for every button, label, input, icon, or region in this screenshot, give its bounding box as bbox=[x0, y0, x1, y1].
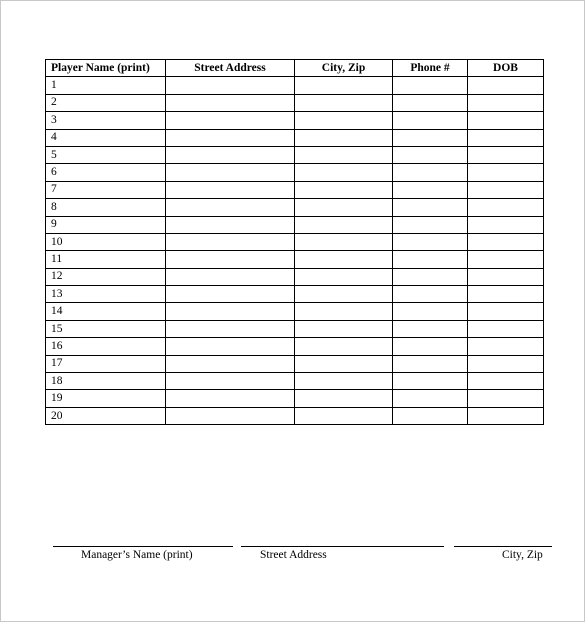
manager-name-line bbox=[53, 546, 233, 547]
phone-cell[interactable] bbox=[393, 233, 468, 250]
city-zip-cell[interactable] bbox=[295, 303, 393, 320]
street-address-cell[interactable] bbox=[166, 112, 295, 129]
street-address-cell[interactable] bbox=[166, 303, 295, 320]
dob-cell[interactable] bbox=[468, 164, 544, 181]
player-name-cell[interactable]: 16 bbox=[46, 338, 166, 355]
dob-cell[interactable] bbox=[468, 216, 544, 233]
street-address-cell[interactable] bbox=[166, 320, 295, 337]
table-row bbox=[46, 77, 544, 94]
table-row bbox=[46, 303, 544, 320]
phone-cell[interactable] bbox=[393, 129, 468, 146]
city-zip-cell[interactable] bbox=[295, 77, 393, 94]
phone-cell[interactable] bbox=[393, 146, 468, 163]
phone-cell[interactable] bbox=[393, 320, 468, 337]
table-row bbox=[46, 94, 544, 111]
city-zip-cell[interactable] bbox=[295, 355, 393, 372]
phone-cell[interactable] bbox=[393, 181, 468, 198]
dob-cell[interactable] bbox=[468, 129, 544, 146]
street-address-cell[interactable] bbox=[166, 233, 295, 250]
dob-cell[interactable] bbox=[468, 286, 544, 303]
dob-cell[interactable] bbox=[468, 146, 544, 163]
street-address-cell[interactable] bbox=[166, 251, 295, 268]
dob-cell[interactable] bbox=[468, 77, 544, 94]
phone-cell[interactable] bbox=[393, 303, 468, 320]
player-name-cell[interactable]: 5 bbox=[46, 146, 166, 163]
street-address-cell[interactable] bbox=[166, 373, 295, 390]
street-address-line bbox=[241, 546, 444, 547]
city-zip-cell[interactable] bbox=[295, 390, 393, 407]
street-address-cell[interactable] bbox=[166, 338, 295, 355]
table-row bbox=[46, 233, 544, 250]
dob-cell[interactable] bbox=[468, 338, 544, 355]
player-name-cell[interactable]: 18 bbox=[46, 373, 166, 390]
header-player-name: Player Name (print) bbox=[46, 60, 166, 77]
table-row bbox=[46, 320, 544, 337]
phone-cell[interactable] bbox=[393, 164, 468, 181]
player-name-cell[interactable]: 8 bbox=[46, 199, 166, 216]
phone-cell[interactable] bbox=[393, 355, 468, 372]
street-address-cell[interactable] bbox=[166, 164, 295, 181]
dob-cell[interactable] bbox=[468, 407, 544, 424]
dob-cell[interactable] bbox=[468, 320, 544, 337]
player-name-cell[interactable]: 7 bbox=[46, 181, 166, 198]
street-address-cell[interactable] bbox=[166, 199, 295, 216]
table-row bbox=[46, 407, 544, 424]
street-address-cell[interactable] bbox=[166, 129, 295, 146]
roster-table bbox=[45, 59, 544, 425]
manager-name-label: Manager’s Name (print) bbox=[81, 549, 193, 561]
phone-cell[interactable] bbox=[393, 373, 468, 390]
table-row bbox=[46, 216, 544, 233]
table-header-row bbox=[46, 60, 544, 77]
player-name-cell[interactable]: 6 bbox=[46, 164, 166, 181]
city-zip-cell[interactable] bbox=[295, 199, 393, 216]
phone-cell[interactable] bbox=[393, 338, 468, 355]
street-address-label: Street Address bbox=[260, 549, 327, 561]
table-row bbox=[46, 251, 544, 268]
dob-cell[interactable] bbox=[468, 268, 544, 285]
dob-cell[interactable] bbox=[468, 199, 544, 216]
phone-cell[interactable] bbox=[393, 390, 468, 407]
dob-cell[interactable] bbox=[468, 355, 544, 372]
phone-cell[interactable] bbox=[393, 251, 468, 268]
city-zip-cell[interactable] bbox=[295, 320, 393, 337]
header-dob: DOB bbox=[468, 60, 544, 77]
table-row bbox=[46, 390, 544, 407]
player-name-cell[interactable]: 11 bbox=[46, 251, 166, 268]
city-zip-cell[interactable] bbox=[295, 146, 393, 163]
city-zip-cell[interactable] bbox=[295, 373, 393, 390]
city-zip-cell[interactable] bbox=[295, 164, 393, 181]
player-name-cell[interactable]: 19 bbox=[46, 390, 166, 407]
player-name-cell[interactable]: 17 bbox=[46, 355, 166, 372]
street-address-cell[interactable] bbox=[166, 146, 295, 163]
phone-cell[interactable] bbox=[393, 77, 468, 94]
dob-cell[interactable] bbox=[468, 303, 544, 320]
phone-cell[interactable] bbox=[393, 216, 468, 233]
city-zip-cell[interactable] bbox=[295, 338, 393, 355]
city-zip-cell[interactable] bbox=[295, 251, 393, 268]
city-zip-cell[interactable] bbox=[295, 112, 393, 129]
player-name-cell[interactable]: 15 bbox=[46, 320, 166, 337]
street-address-cell[interactable] bbox=[166, 181, 295, 198]
table-row bbox=[46, 286, 544, 303]
player-name-cell[interactable]: 3 bbox=[46, 112, 166, 129]
phone-cell[interactable] bbox=[393, 268, 468, 285]
player-name-cell[interactable]: 12 bbox=[46, 268, 166, 285]
table-row bbox=[46, 164, 544, 181]
player-name-cell[interactable]: 1 bbox=[46, 77, 166, 94]
player-name-cell[interactable]: 10 bbox=[46, 233, 166, 250]
roster-table-body bbox=[46, 77, 544, 425]
city-zip-cell[interactable] bbox=[295, 94, 393, 111]
player-name-cell[interactable]: 9 bbox=[46, 216, 166, 233]
table-row bbox=[46, 129, 544, 146]
street-address-cell[interactable] bbox=[166, 355, 295, 372]
dob-cell[interactable] bbox=[468, 94, 544, 111]
table-row bbox=[46, 268, 544, 285]
city-zip-cell[interactable] bbox=[295, 233, 393, 250]
street-address-cell[interactable] bbox=[166, 216, 295, 233]
header-phone: Phone # bbox=[393, 60, 468, 77]
city-zip-cell[interactable] bbox=[295, 181, 393, 198]
player-name-cell[interactable]: 13 bbox=[46, 286, 166, 303]
table-row bbox=[46, 355, 544, 372]
phone-cell[interactable] bbox=[393, 199, 468, 216]
street-address-cell[interactable] bbox=[166, 390, 295, 407]
phone-cell[interactable] bbox=[393, 112, 468, 129]
dob-cell[interactable] bbox=[468, 233, 544, 250]
table-row bbox=[46, 338, 544, 355]
city-zip-label: City, Zip bbox=[502, 549, 543, 561]
city-zip-cell[interactable] bbox=[295, 286, 393, 303]
player-name-cell[interactable]: 14 bbox=[46, 303, 166, 320]
header-street-address: Street Address bbox=[166, 60, 295, 77]
street-address-cell[interactable] bbox=[166, 94, 295, 111]
street-address-cell[interactable] bbox=[166, 77, 295, 94]
street-address-cell[interactable] bbox=[166, 407, 295, 424]
city-zip-cell[interactable] bbox=[295, 129, 393, 146]
city-zip-cell[interactable] bbox=[295, 216, 393, 233]
table-row bbox=[46, 112, 544, 129]
street-address-cell[interactable] bbox=[166, 286, 295, 303]
phone-cell[interactable] bbox=[393, 94, 468, 111]
player-name-cell[interactable]: 20 bbox=[46, 407, 166, 424]
dob-cell[interactable] bbox=[468, 112, 544, 129]
city-zip-line bbox=[454, 546, 552, 547]
dob-cell[interactable] bbox=[468, 390, 544, 407]
player-name-cell[interactable]: 4 bbox=[46, 129, 166, 146]
player-name-cell[interactable]: 2 bbox=[46, 94, 166, 111]
phone-cell[interactable] bbox=[393, 286, 468, 303]
street-address-cell[interactable] bbox=[166, 268, 295, 285]
table-row bbox=[46, 181, 544, 198]
table-row bbox=[46, 146, 544, 163]
dob-cell[interactable] bbox=[468, 373, 544, 390]
table-row bbox=[46, 199, 544, 216]
phone-cell[interactable] bbox=[393, 407, 468, 424]
table-row bbox=[46, 373, 544, 390]
header-city-zip: City, Zip bbox=[295, 60, 393, 77]
dob-cell[interactable] bbox=[468, 181, 544, 198]
dob-cell[interactable] bbox=[468, 251, 544, 268]
city-zip-cell[interactable] bbox=[295, 268, 393, 285]
city-zip-cell[interactable] bbox=[295, 407, 393, 424]
